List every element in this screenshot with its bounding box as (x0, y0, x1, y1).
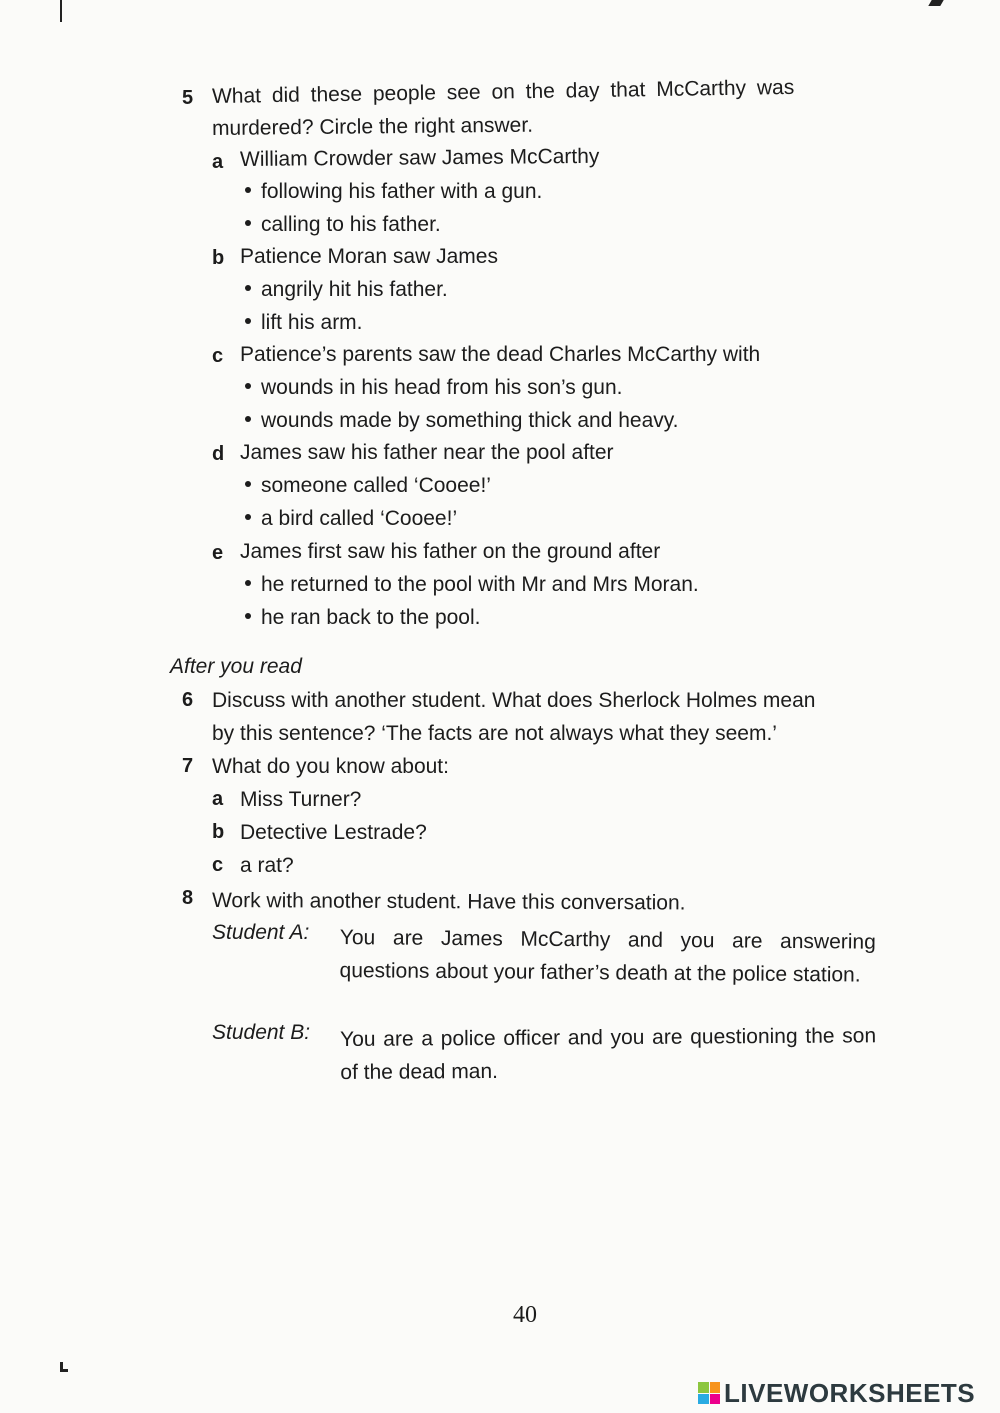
bullet-icon (245, 383, 251, 389)
q5-item-a-letter: a (212, 151, 224, 173)
q7-item-b-text: Detective Lestrade? (240, 821, 427, 844)
liveworksheets-logo-icon (698, 1382, 720, 1404)
q7-item-c-text: a rat? (240, 854, 294, 877)
bullet-icon (245, 285, 251, 291)
page-number: 40 (513, 1302, 537, 1328)
logo-square (698, 1394, 709, 1405)
bullet-icon (245, 514, 251, 520)
bullet-icon (245, 580, 251, 586)
question-8-number: 8 (182, 887, 194, 909)
student-a-text: You are James McCarthy and you are answering questions about your father’s death at the police station. (339, 925, 876, 987)
q7-item-c-letter: c (212, 854, 224, 876)
scan-mark-bottom-left-foot (60, 1369, 68, 1372)
question-6-line-1: Discuss with another student. What does Sherlock Holmes mean (212, 689, 816, 712)
q5-item-a-option-2: calling to his father. (245, 208, 441, 241)
bullet-icon (245, 481, 251, 487)
q5-item-b-option-2: lift his arm. (245, 306, 363, 339)
student-b-label: Student B: (212, 1021, 311, 1044)
question-8-text: Work with another student. Have this conversation. (211, 889, 686, 915)
question-5-line-1: What did these people see on the day that McCarthy was (211, 75, 795, 108)
section-heading: After you read (170, 655, 302, 678)
q5-item-c-letter: c (212, 345, 224, 367)
bullet-icon (245, 416, 251, 422)
bullet-icon (245, 220, 251, 226)
bullet-icon (245, 318, 251, 324)
q5-item-c-option-1: wounds in his head from his son’s gun. (245, 371, 623, 404)
q7-item-a-text: Miss Turner? (240, 788, 362, 811)
bullet-icon (245, 187, 251, 193)
q5-item-c-text: Patience’s parents saw the dead Charles McCarthy with (240, 343, 761, 366)
q5-item-e-text: James first saw his father on the ground after (240, 540, 661, 563)
q5-item-a-option-1: following his father with a gun. (245, 175, 542, 208)
q5-item-a-text: William Crowder saw James McCarthy (239, 144, 600, 171)
question-6-line-2: by this sentence? ‘The facts are not always what they seem.’ (212, 722, 777, 745)
q7-item-b-letter: b (212, 821, 225, 843)
logo-square (710, 1382, 721, 1393)
q5-item-d-letter: d (212, 443, 225, 465)
logo-square (698, 1382, 709, 1393)
question-6-number: 6 (182, 689, 194, 711)
q5-item-d-option-1: someone called ‘Cooee!’ (245, 469, 491, 502)
question-5-line-2: murdered? Circle the right answer. (211, 113, 534, 140)
q5-item-d-text: James saw his father near the pool after (240, 441, 614, 464)
logo-square (710, 1394, 721, 1405)
q5-item-e-letter: e (212, 542, 224, 564)
q5-item-b-text: Patience Moran saw James (240, 245, 498, 268)
q7-item-a-letter: a (212, 788, 224, 810)
bullet-icon (245, 613, 251, 619)
q5-item-c-option-2: wounds made by something thick and heavy. (245, 404, 679, 437)
q5-item-b-letter: b (212, 247, 225, 269)
question-7-text: What do you know about: (212, 755, 449, 778)
q5-item-e-option-1: he returned to the pool with Mr and Mrs Moran. (245, 568, 699, 601)
q5-item-e-option-2: he ran back to the pool. (245, 601, 481, 634)
scan-mark-top-right (928, 0, 943, 6)
question-7-number: 7 (182, 755, 194, 777)
student-a-label: Student A: (212, 921, 310, 944)
q5-item-b-option-1: angrily hit his father. (245, 273, 448, 306)
watermark-text: LIVEWORKSHEETS (724, 1377, 976, 1408)
q5-item-d-option-2: a bird called ‘Cooee!’ (245, 502, 457, 535)
watermark (698, 1378, 975, 1408)
student-b-text: You are a police officer and you are questioning the son of the dead man. (340, 1024, 877, 1084)
question-5-number: 5 (182, 87, 194, 109)
scan-mark-top-left (60, 0, 62, 22)
